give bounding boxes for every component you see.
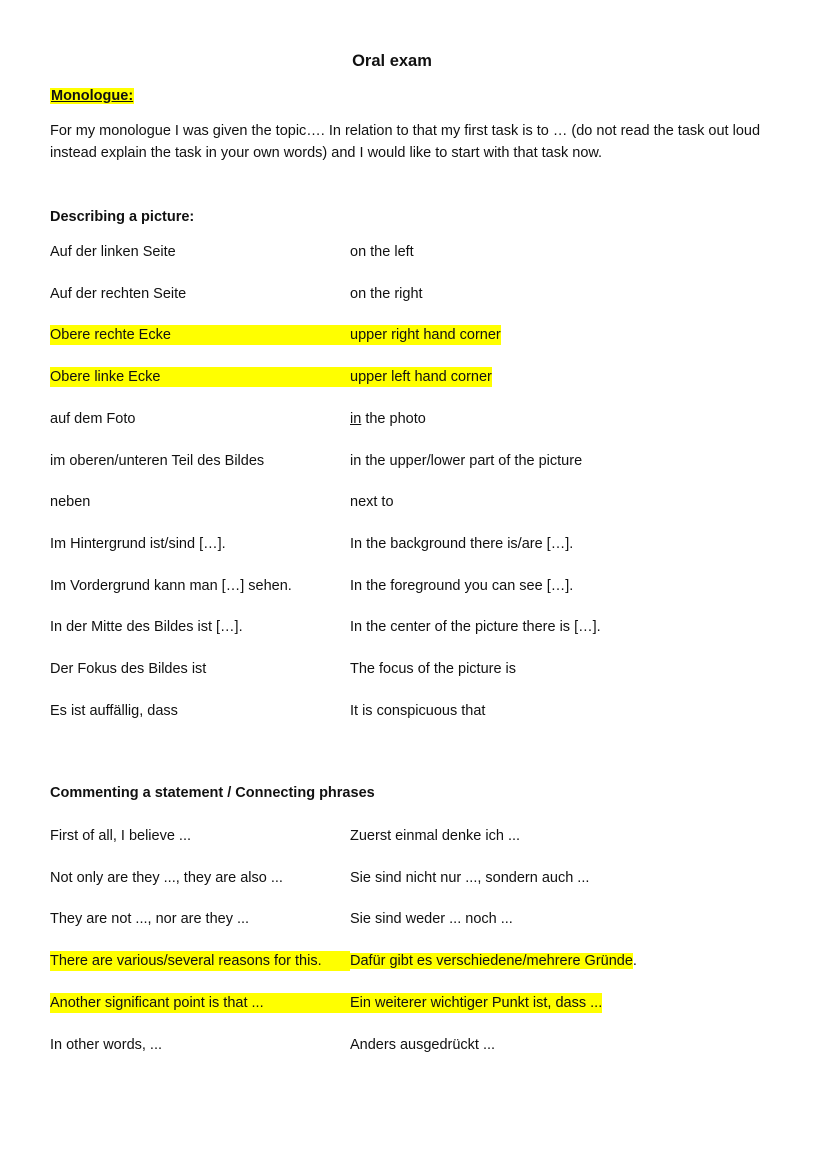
german-phrase-highlighted: Dafür gibt es verschiedene/mehrere Gründe xyxy=(350,953,633,969)
german-phrase: im oberen/unteren Teil des Bildes xyxy=(50,453,265,469)
german-phrase: Obere rechte Ecke xyxy=(50,325,350,345)
phrase-row xyxy=(0,576,828,596)
german-phrase: Ein weiterer wichtiger Punkt ist, dass ... xyxy=(350,995,603,1011)
english-phrase: on the right xyxy=(350,286,423,302)
german-phrase: Im Vordergrund kann man […] sehen. xyxy=(50,578,292,594)
english-phrase: in the upper/lower part of the picture xyxy=(350,453,583,469)
german-phrase: neben xyxy=(50,494,91,510)
english-phrase: upper left hand corner xyxy=(350,369,492,385)
phrase-row xyxy=(0,451,828,471)
phrase-row-highlighted xyxy=(0,325,828,345)
phrase-row-highlighted xyxy=(0,951,828,971)
phrase-row xyxy=(0,409,828,429)
english-phrase xyxy=(350,409,426,429)
phrase-row-highlighted xyxy=(0,993,828,1013)
german-phrase: Anders ausgedrückt ... xyxy=(350,1037,496,1053)
english-phrase: Another significant point is that ... xyxy=(50,993,350,1013)
english-phrase: In other words, ... xyxy=(50,1037,163,1053)
phrase-row xyxy=(0,284,828,304)
english-phrase-rest: the photo xyxy=(361,411,426,427)
phrase-row xyxy=(0,1035,828,1055)
german-phrase: Es ist auffällig, dass xyxy=(50,703,178,719)
phrase-row xyxy=(0,826,828,846)
german-phrase-tail: . xyxy=(632,953,637,969)
phrase-row xyxy=(0,492,828,512)
phrase-row-highlighted xyxy=(0,367,828,387)
english-phrase: Not only are they ..., they are also ... xyxy=(50,870,283,886)
english-phrase: There are various/several reasons for this. xyxy=(50,951,350,971)
english-phrase: next to xyxy=(350,494,394,510)
german-phrase: Auf der linken Seite xyxy=(50,244,176,260)
phrase-row xyxy=(0,617,828,637)
page-title: Oral exam xyxy=(352,52,432,70)
english-phrase: The focus of the picture is xyxy=(350,661,517,677)
phrase-row xyxy=(0,868,828,888)
monologue-heading: Monologue: xyxy=(51,88,134,104)
statement-section-heading: Commenting a statement / Connecting phrases xyxy=(50,785,375,801)
english-phrase: First of all, I believe ... xyxy=(50,828,192,844)
phrase-row xyxy=(0,909,828,929)
german-phrase: Zuerst einmal denke ich ... xyxy=(350,828,521,844)
english-phrase: In the background there is/are […]. xyxy=(350,536,574,552)
german-phrase: Obere linke Ecke xyxy=(50,367,350,387)
phrase-row xyxy=(0,659,828,679)
german-phrase: Sie sind nicht nur ..., sondern auch ... xyxy=(350,870,590,886)
picture-section-heading: Describing a picture: xyxy=(50,209,195,225)
phrase-row xyxy=(0,701,828,721)
german-phrase: Der Fokus des Bildes ist xyxy=(50,661,207,677)
english-phrase: on the left xyxy=(350,244,414,260)
german-phrase: Sie sind weder ... noch ... xyxy=(350,911,513,927)
german-phrase: In der Mitte des Bildes ist […]. xyxy=(50,619,243,635)
german-phrase: auf dem Foto xyxy=(50,411,136,427)
english-phrase: upper right hand corner xyxy=(350,327,501,343)
english-phrase: It is conspicuous that xyxy=(350,703,486,719)
english-phrase: In the foreground you can see […]. xyxy=(350,578,574,594)
underlined-word: in xyxy=(350,411,362,427)
phrase-row xyxy=(0,242,828,262)
monologue-text: For my monologue I was given the topic…. In relation to that my first task is to … (do not read the task out loud instead explain the task in your own words) and I would like to start with that task now. xyxy=(50,123,761,161)
phrase-row xyxy=(0,534,828,554)
german-phrase: Im Hintergrund ist/sind […]. xyxy=(50,536,226,552)
german-phrase xyxy=(350,951,637,971)
german-phrase: Auf der rechten Seite xyxy=(50,286,187,302)
english-phrase: In the center of the picture there is […]. xyxy=(350,619,601,635)
english-phrase: They are not ..., nor are they ... xyxy=(50,911,250,927)
